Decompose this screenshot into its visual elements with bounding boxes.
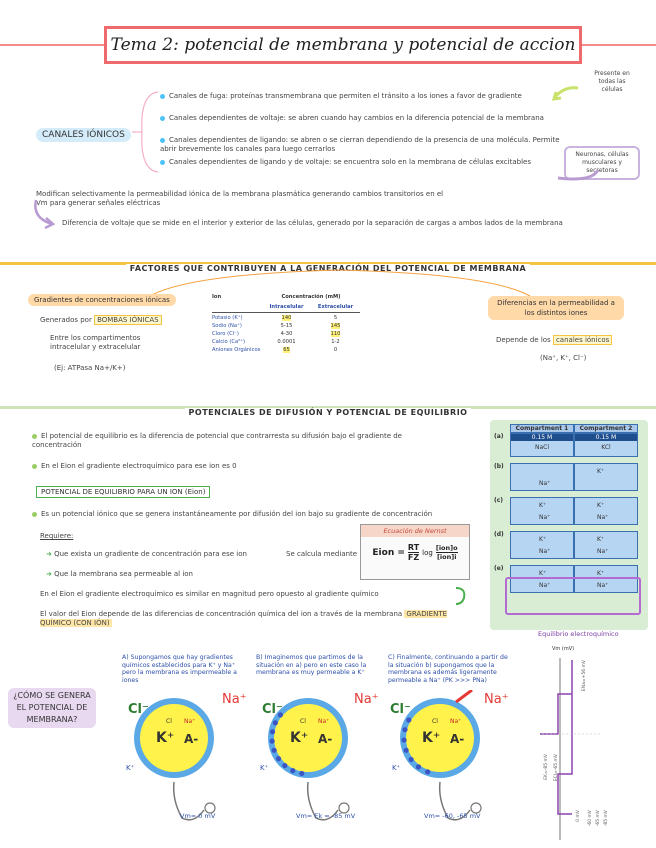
eq-axis-label: Vm (mV) — [552, 646, 575, 652]
comp-k: K⁺ — [597, 468, 605, 475]
cell-c-na-in: Na⁺ — [450, 718, 462, 725]
cell-c-cl-in: Cl — [432, 718, 438, 725]
comp-na: Na⁺ — [539, 514, 551, 521]
nernst-log-den: [ion]i — [436, 553, 457, 561]
pot-p5: El valor del Eion depende de las diferencias de concentración química del ion a través de la membrana GRADIENTE QUÍMICO (CON IÓN) — [40, 610, 448, 627]
comp-k: K⁺ — [539, 502, 547, 509]
nernst-log-num: [ion]o — [435, 544, 458, 552]
cell-b-cl: Cl⁻ — [262, 702, 283, 717]
charge-dot — [416, 764, 421, 769]
cell-b-k-in: K⁺ — [290, 730, 309, 746]
pot-p3: Es un potencial iónico que se genera instantáneamente por difusión del ion bajo su gradiente de concentración — [32, 510, 482, 519]
vm-definition: Diferencia de voltaje que se mide en el interior y exterior de las células, generado por la separación de cargas a ambos lados de la membrana — [62, 219, 563, 227]
comp-highlight — [505, 577, 641, 615]
ion-table-body — [212, 315, 360, 353]
eq-title: Equilibrio electroquímico — [538, 630, 619, 638]
pot-p4: En el Eion el gradiente electroquímico es similar en magnitud pero opuesto al gradiente químico — [40, 590, 379, 598]
charge-dot — [401, 737, 406, 742]
cell-c-a-minus: A- — [450, 732, 465, 746]
cell-b-na-in: Na⁺ — [318, 718, 330, 725]
nernst-den: FZ — [407, 553, 420, 562]
ion-table: Ion Concentración (mM) Intracelular Extracelular Potasio (K⁺) 140 5 Sodio (Na⁺) 5-15 145 Cloro (Cl⁻) 4-30 110 Calcio (Ca²⁺) 0.0001 1-2 Aniones Orgánicos 65 0 — [212, 294, 360, 353]
side-note-top: Presente en todas las células — [594, 70, 630, 93]
modify-text: Modifican selectivamente la permeabilidad iónica de la membrana plasmática generando cambios transitorios en el Vm para generar señales eléctricas — [36, 190, 444, 207]
pot-p2: En el Eion el gradiente electroquímico para ese ion es 0 — [32, 462, 432, 471]
ion-extra: 1-2 — [331, 339, 340, 345]
charge-dot — [272, 748, 277, 753]
ion-name: Sodio (Na⁺) — [212, 323, 242, 329]
pot-calc: Se calcula mediante — [286, 550, 358, 558]
potenciales-title: POTENCIALES DE DIFUSIÓN Y POTENCIAL DE EQUILIBRIO — [185, 408, 472, 417]
cell-c-k-out: K⁺ — [392, 764, 401, 772]
ion-extra: 145 — [330, 323, 341, 329]
pot-boxed: POTENCIAL DE EQUILIBRIO PARA UN ION (Eion) — [36, 488, 210, 496]
canales-brace — [128, 86, 164, 178]
factores-right-line1: Depende de los canales iónicos — [496, 336, 612, 345]
compartment-2 — [574, 433, 638, 457]
factores-title: FACTORES QUE CONTRIBUYEN A LA GENERACIÓN DEL POTENCIAL DE MEMBRANA — [126, 264, 530, 273]
eq-label: ENa=+56 mV — [582, 660, 587, 692]
comp-k: K⁺ — [597, 536, 605, 543]
cell-c-na: Na⁺ — [484, 692, 509, 707]
como-b-text: B) Imaginemos que partimos de la situación en a) pero en este caso la membrana es muy permeable a K⁺ — [256, 654, 367, 676]
eq-labels — [530, 654, 630, 842]
comp-k: K⁺ — [539, 536, 547, 543]
eq-label: -85 mV — [604, 810, 609, 827]
canal-item-ligando: Canales dependientes de ligando: se abren o se cierran dependiendo de la presencia de una molécula. Permite abrir brevemente los canales para luego cerrarlos — [160, 136, 560, 153]
cell-b-vm: Vm= Ek = -85 mV — [296, 812, 356, 820]
cell-a-vm: Vm= 0 mV — [180, 812, 216, 820]
ion-extra: 0 — [333, 347, 338, 353]
charge-dot — [402, 727, 407, 732]
comp-k: K⁺ — [539, 570, 547, 577]
compartment-2 — [574, 497, 638, 525]
comp-row-label: (e) — [494, 565, 504, 572]
factores-left-heading: Gradientes de concentraciones iónicas — [28, 296, 176, 304]
charge-dot — [404, 748, 409, 753]
como-c-text: C) Finalmente, continuando a partir de la situación b) supongamos que la membrana es además ligeramente permeable a Na⁺ (PK >>> PNa) — [388, 654, 508, 684]
charge-dot — [299, 771, 304, 776]
cell-a-na: Na⁺ — [222, 692, 247, 707]
charge-dot — [406, 717, 411, 722]
como-question: ¿CÓMO SE GENERA EL POTENCIAL DE MEMBRANA? — [8, 688, 96, 728]
cell-c-k-in: K⁺ — [422, 730, 441, 746]
cell-a-k-out: K⁺ — [126, 764, 135, 772]
nernst-log: log — [422, 548, 433, 557]
ion-intra: 0.0001 — [277, 339, 296, 345]
nernst-title: Ecuación de Nernst — [361, 525, 469, 537]
comp-salt: KCl — [601, 444, 611, 451]
comp-2-label: Compartment 2 — [574, 424, 638, 433]
comp-na: Na⁺ — [539, 548, 551, 555]
compartment-1 — [510, 531, 574, 559]
comp-na: Na⁺ — [597, 548, 609, 555]
charge-dot — [273, 720, 278, 725]
cell-a-cl: Cl⁻ — [128, 702, 149, 717]
charge-dot — [409, 757, 414, 762]
purple-curve-arrow — [30, 196, 60, 232]
eq-label: -65 mV — [596, 810, 601, 827]
ion-extra: 110 — [330, 331, 341, 337]
compartment-2 — [574, 463, 638, 491]
canales-heading: CANALES IÓNICOS — [36, 128, 131, 142]
ion-table-row — [212, 323, 360, 329]
compartment-1 — [510, 463, 574, 491]
factores-right-heading: Diferencias en la permeabilidad a los distintos iones — [488, 296, 624, 320]
canal-item-fuga: Canales de fuga: proteínas transmembrana que permiten el tránsito a los iones a favor de gradiente — [160, 92, 570, 101]
comp-row-label: (d) — [494, 531, 504, 538]
nernst-box — [360, 524, 470, 580]
title-box — [104, 26, 582, 64]
pot-req2: ➜ Que la membrana sea permeable al ion — [46, 570, 193, 578]
title-line-right — [582, 44, 656, 46]
comp-row — [494, 433, 644, 457]
comp-row — [494, 497, 644, 525]
comp-k: K⁺ — [597, 570, 605, 577]
cell-a-a-minus: A- — [184, 732, 199, 746]
pot-requiere: Requiere: — [40, 532, 74, 540]
ion-name: Aniones Orgánicos — [212, 347, 261, 353]
ion-table-row — [212, 331, 360, 337]
ion-table-row — [212, 339, 360, 345]
eq-label: -60 mV — [588, 810, 593, 827]
como-a-text: A) Supongamos que hay gradientes químicos establecidos para K⁺ y Na⁺ pero la membrana es impermeable a iones — [122, 654, 237, 684]
cell-b-a-minus: A- — [318, 732, 333, 746]
ion-name: Calcio (Ca²⁺) — [212, 339, 246, 345]
canales-list — [160, 92, 570, 167]
comp-row-label: (c) — [494, 497, 504, 504]
factores-left-line1: Generados por BOMBAS IÓNICAS — [40, 316, 162, 325]
ion-name: Cloro (Cl⁻) — [212, 331, 239, 337]
compartment-1 — [510, 497, 574, 525]
ion-intra: 4-30 — [280, 331, 293, 337]
eq-label: ECl=-65 mV — [554, 754, 559, 782]
canal-item-voltaje: Canales dependientes de voltaje: se abren cuando hay cambios en la diferencia potencial de la membrana — [160, 114, 570, 123]
potenciales-title-wrap — [0, 400, 656, 419]
comp-k: K⁺ — [597, 502, 605, 509]
cell-a-k-in: K⁺ — [156, 730, 175, 746]
comp-na: Na⁺ — [597, 514, 609, 521]
purple-arrow-icon — [552, 168, 602, 188]
charge-dot — [270, 729, 275, 734]
comp-na: Na⁺ — [597, 582, 609, 589]
eq-label: EK=-85 mV — [544, 754, 549, 780]
pot-p1: El potencial de equilibrio es la diferencia de potencial que contrarresta su difusión bajo el gradiente de concentración — [32, 432, 402, 449]
cell-c-vm: Vm= -60, -65 mV — [424, 812, 481, 820]
cell-a-na-in: Na⁺ — [184, 718, 196, 725]
canales-side-note: Neuronas, células musculares y secretoras — [564, 146, 640, 180]
comp-row-label: (b) — [494, 463, 504, 470]
factores-left-line2: Entre los compartimentos intracelular y extracelular — [50, 334, 141, 351]
ion-table-row — [212, 347, 360, 353]
cell-b-k-out: K⁺ — [260, 764, 269, 772]
comp-row — [494, 531, 644, 559]
ion-intra: 140 — [281, 315, 292, 321]
nernst-lhs: Eion = — [372, 547, 405, 558]
charge-dot — [282, 763, 287, 768]
comp-1-label: Compartment 1 — [510, 424, 574, 433]
ion-extra: 5 — [333, 315, 338, 321]
ion-name: Potasio (K⁺) — [212, 315, 243, 321]
compartment-2 — [574, 531, 638, 559]
nernst-num: RT — [407, 543, 420, 552]
factores-left-line3: (Ej: ATPasa Na+/K+) — [54, 364, 126, 372]
comp-conc: 0.15 M — [575, 434, 637, 441]
cell-c — [400, 690, 481, 820]
comp-conc: 0.15 M — [511, 434, 573, 441]
ion-table-row — [212, 315, 360, 321]
factores-right-line2: (Na⁺, K⁺, Cl⁻) — [540, 354, 587, 362]
charge-dot — [270, 739, 275, 744]
charge-dot — [425, 769, 430, 774]
page-title: Tema 2: potencial de membrana y potencial de accion — [110, 35, 576, 55]
cell-b-na: Na⁺ — [354, 692, 379, 707]
charge-dot — [290, 768, 295, 773]
eq-label: 0 mV — [576, 810, 581, 822]
cell-c-cl: Cl⁻ — [390, 702, 411, 717]
pot-req1: ➜ Que exista un gradiente de concentración para ese ion — [46, 550, 247, 558]
comp-na: Na⁺ — [539, 480, 551, 487]
charge-dot — [276, 756, 281, 761]
comp-row-label: (a) — [494, 433, 504, 440]
ion-intra: 65 — [283, 347, 290, 353]
cell-a-cl-in: Cl — [166, 718, 172, 725]
compartment-1 — [510, 433, 574, 457]
comp-na: Na⁺ — [539, 582, 551, 589]
comp-salt: NaCl — [534, 444, 550, 451]
title-line-left — [0, 44, 104, 46]
cell-b-cl-in: Cl — [300, 718, 306, 725]
comp-row — [494, 463, 644, 491]
canal-item-ligando-voltaje: Canales dependientes de ligando y de voltaje: se encuentra solo en la membrana de células excitables — [160, 158, 570, 167]
ion-intra: 5-15 — [280, 323, 293, 329]
